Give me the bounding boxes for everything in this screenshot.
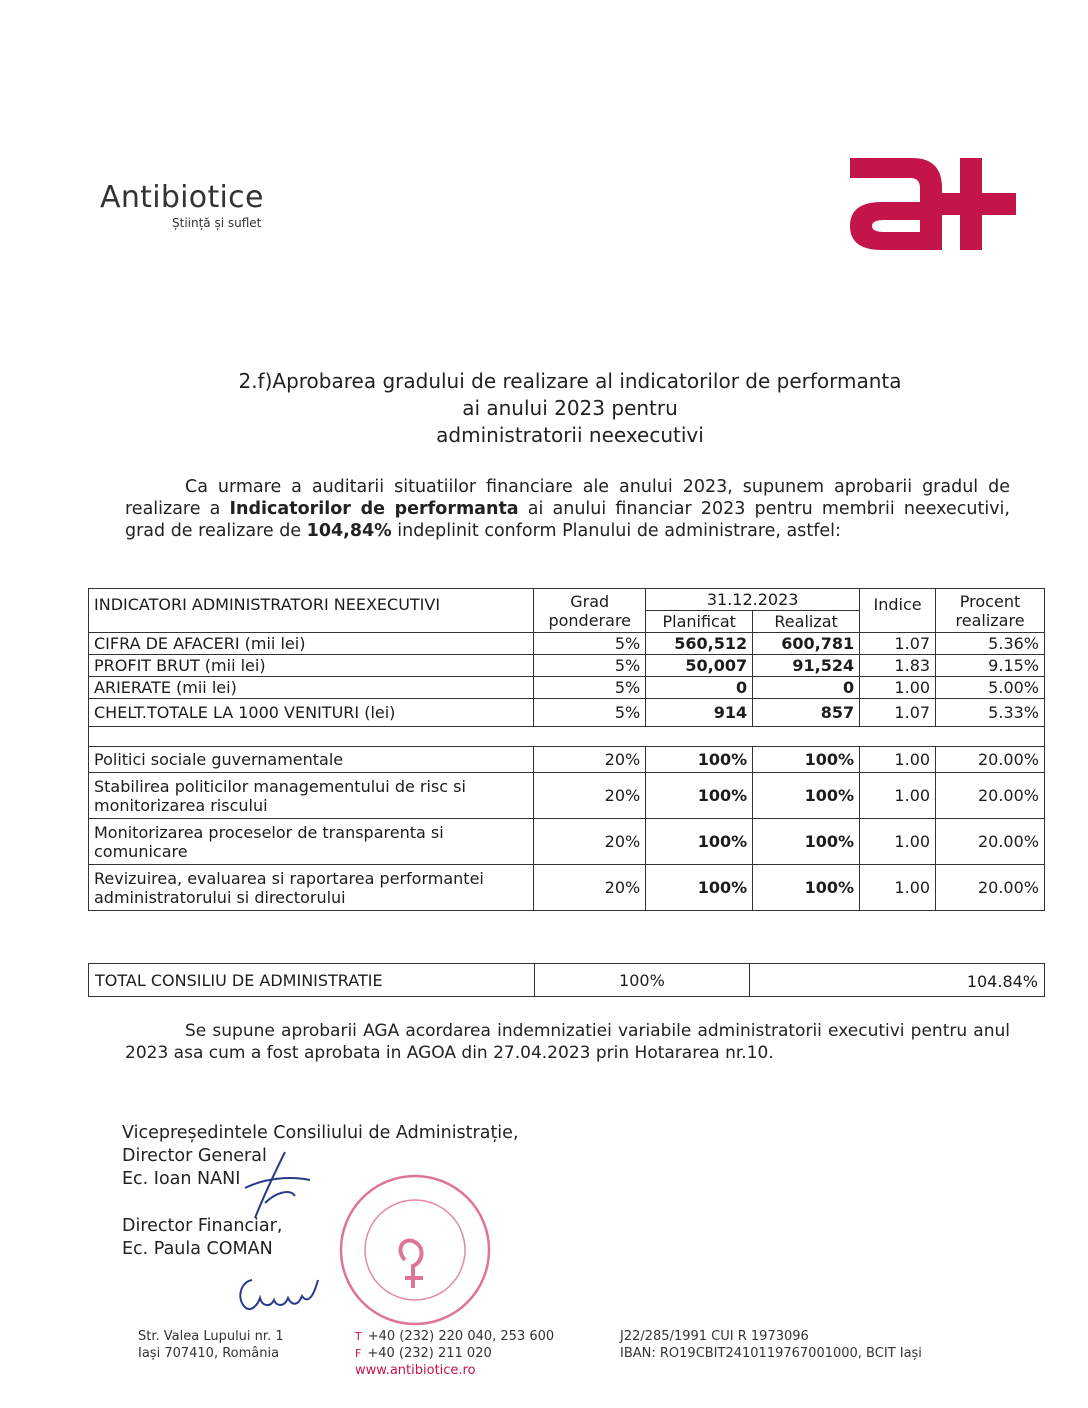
company-stamp-icon xyxy=(335,1170,495,1330)
row-planificat: 100% xyxy=(646,773,753,819)
row-realizat: 91,524 xyxy=(753,655,860,677)
sig-name-2: Ec. Paula COMAN xyxy=(122,1239,273,1259)
intro-paragraph xyxy=(125,476,1010,542)
total-table xyxy=(88,963,1045,997)
title-line-1: 2.f)Aprobarea gradului de realizare al indicatorilor de performanta xyxy=(238,369,902,393)
row-planificat: 914 xyxy=(646,699,753,727)
table-row xyxy=(89,819,1045,865)
row-name: Politici sociale guvernamentale xyxy=(89,747,534,773)
row-grad: 5% xyxy=(534,633,646,655)
address-line-1: Str. Valea Lupului nr. 1 xyxy=(138,1329,284,1344)
row-name: PROFIT BRUT (mii lei) xyxy=(89,655,534,677)
row-realizat: 0 xyxy=(753,677,860,699)
row-name: CIFRA DE AFACERI (mii lei) xyxy=(89,633,534,655)
website-link[interactable]: www.antibiotice.ro xyxy=(355,1363,476,1378)
total-row xyxy=(89,964,1045,997)
address-line-2: Iași 707410, România xyxy=(138,1346,280,1361)
row-name: Stabilirea politicilor managementului de risc si monitorizarea riscului xyxy=(89,773,534,819)
registration-number: J22/285/1991 CUI R 1973096 xyxy=(620,1329,809,1344)
row-procent: 20.00% xyxy=(936,747,1045,773)
intro-text-1: Ca urmare a auditarii situatiilor financiare ale anului 2023, supunem aprobarii gradul de realizare a xyxy=(125,477,1010,519)
table-row xyxy=(89,633,1045,655)
table-row xyxy=(89,747,1045,773)
row-realizat: 100% xyxy=(753,865,860,911)
row-planificat: 0 xyxy=(646,677,753,699)
spacer-row xyxy=(89,727,1045,747)
header-row xyxy=(89,589,1045,611)
row-procent: 9.15% xyxy=(936,655,1045,677)
signature-block-financial xyxy=(122,1215,282,1261)
footer-contact xyxy=(355,1328,554,1379)
row-indice: 1.00 xyxy=(860,773,936,819)
brand-tagline: Știință și suflet xyxy=(172,216,262,230)
row-grad: 5% xyxy=(534,677,646,699)
row-realizat: 600,781 xyxy=(753,633,860,655)
table-row xyxy=(89,865,1045,911)
row-indice: 1.00 xyxy=(860,819,936,865)
row-grad: 20% xyxy=(534,747,646,773)
document-title xyxy=(130,368,1010,449)
row-procent: 5.36% xyxy=(936,633,1045,655)
iban: IBAN: RO19CBIT2410119767001000, BCIT Iași xyxy=(620,1346,922,1361)
total-label: TOTAL CONSILIU DE ADMINISTRATIE xyxy=(89,964,535,997)
table-row xyxy=(89,677,1045,699)
kpi-table xyxy=(88,588,1045,911)
closing-paragraph: Se supune aprobarii AGA acordarea indemnizatiei variabile administratorii executivi pentru anul 2023 asa cum a fost aprobata in AGOA din 27.04.2023 prin Hotararea nr.10. xyxy=(125,1021,1010,1063)
row-name: Revizuirea, evaluarea si raportarea performantei administratorului si directorului xyxy=(89,865,534,911)
phone-label: T xyxy=(355,1330,362,1343)
row-grad: 20% xyxy=(534,819,646,865)
row-indice: 1.00 xyxy=(860,677,936,699)
row-grad: 20% xyxy=(534,773,646,819)
company-logo-icon xyxy=(842,150,1017,255)
row-indice: 1.00 xyxy=(860,865,936,911)
header-indicator: INDICATORI ADMINISTRATORI NEEXECUTIVI xyxy=(89,589,534,633)
row-procent: 20.00% xyxy=(936,773,1045,819)
sig-role-1: Vicepreședintele Consiliului de Administrație, xyxy=(122,1123,519,1143)
footer-registration xyxy=(620,1328,922,1362)
phone-line xyxy=(355,1328,554,1345)
row-realizat: 857 xyxy=(753,699,860,727)
fax-number: +40 (232) 211 020 xyxy=(367,1346,492,1361)
row-planificat: 100% xyxy=(646,747,753,773)
row-planificat: 50,007 xyxy=(646,655,753,677)
spacer-cell xyxy=(89,727,1045,747)
header-indice: Indice xyxy=(860,589,936,633)
row-indice: 1.83 xyxy=(860,655,936,677)
row-indice: 1.07 xyxy=(860,699,936,727)
sig-name-1: Ec. Ioan NANI xyxy=(122,1169,241,1189)
intro-bold-1: Indicatorilor de performanta xyxy=(229,499,519,519)
row-realizat: 100% xyxy=(753,819,860,865)
sig-role-3: Director Financiar, xyxy=(122,1216,283,1236)
row-grad: 5% xyxy=(534,655,646,677)
row-procent: 5.33% xyxy=(936,699,1045,727)
title-line-2: ai anului 2023 pentru xyxy=(462,396,678,420)
title-line-3: administratorii neexecutivi xyxy=(436,423,704,447)
row-realizat: 100% xyxy=(753,747,860,773)
row-name: CHELT.TOTALE LA 1000 VENITURI (lei) xyxy=(89,699,534,727)
total-grad: 100% xyxy=(534,964,750,997)
header-grad: Grad ponderare xyxy=(534,589,646,633)
intro-text-3: indeplinit conform Planului de administrare, astfel: xyxy=(391,521,841,541)
table-row xyxy=(89,655,1045,677)
header-planificat: Planificat xyxy=(646,611,753,633)
fax-line xyxy=(355,1345,554,1362)
row-indice: 1.00 xyxy=(860,747,936,773)
row-name: Monitorizarea proceselor de transparenta si comunicare xyxy=(89,819,534,865)
row-procent: 20.00% xyxy=(936,819,1045,865)
row-planificat: 100% xyxy=(646,819,753,865)
footer-address xyxy=(138,1328,284,1362)
table-row xyxy=(89,699,1045,727)
intro-bold-2: 104,84% xyxy=(306,521,392,541)
row-procent: 20.00% xyxy=(936,865,1045,911)
handwritten-signature-icon xyxy=(232,1270,327,1320)
row-procent: 5.00% xyxy=(936,677,1045,699)
table-row xyxy=(89,773,1045,819)
header-realizat: Realizat xyxy=(753,611,860,633)
row-planificat: 560,512 xyxy=(646,633,753,655)
total-procent: 104.84% xyxy=(750,964,1045,997)
header-date: 31.12.2023 xyxy=(646,589,860,611)
row-realizat: 100% xyxy=(753,773,860,819)
row-name: ARIERATE (mii lei) xyxy=(89,677,534,699)
header-procent: Procent realizare xyxy=(936,589,1045,633)
sig-role-2: Director General xyxy=(122,1146,267,1166)
row-indice: 1.07 xyxy=(860,633,936,655)
intro-text-2: ai anului financiar 2023 pentru membrii neexecutivi, grad de realizare de xyxy=(125,499,1010,541)
row-planificat: 100% xyxy=(646,865,753,911)
brand-name: Antibiotice xyxy=(100,180,264,215)
row-grad: 5% xyxy=(534,699,646,727)
fax-label: F xyxy=(355,1347,362,1360)
row-grad: 20% xyxy=(534,865,646,911)
phone-number: +40 (232) 220 040, 253 600 xyxy=(367,1329,555,1344)
